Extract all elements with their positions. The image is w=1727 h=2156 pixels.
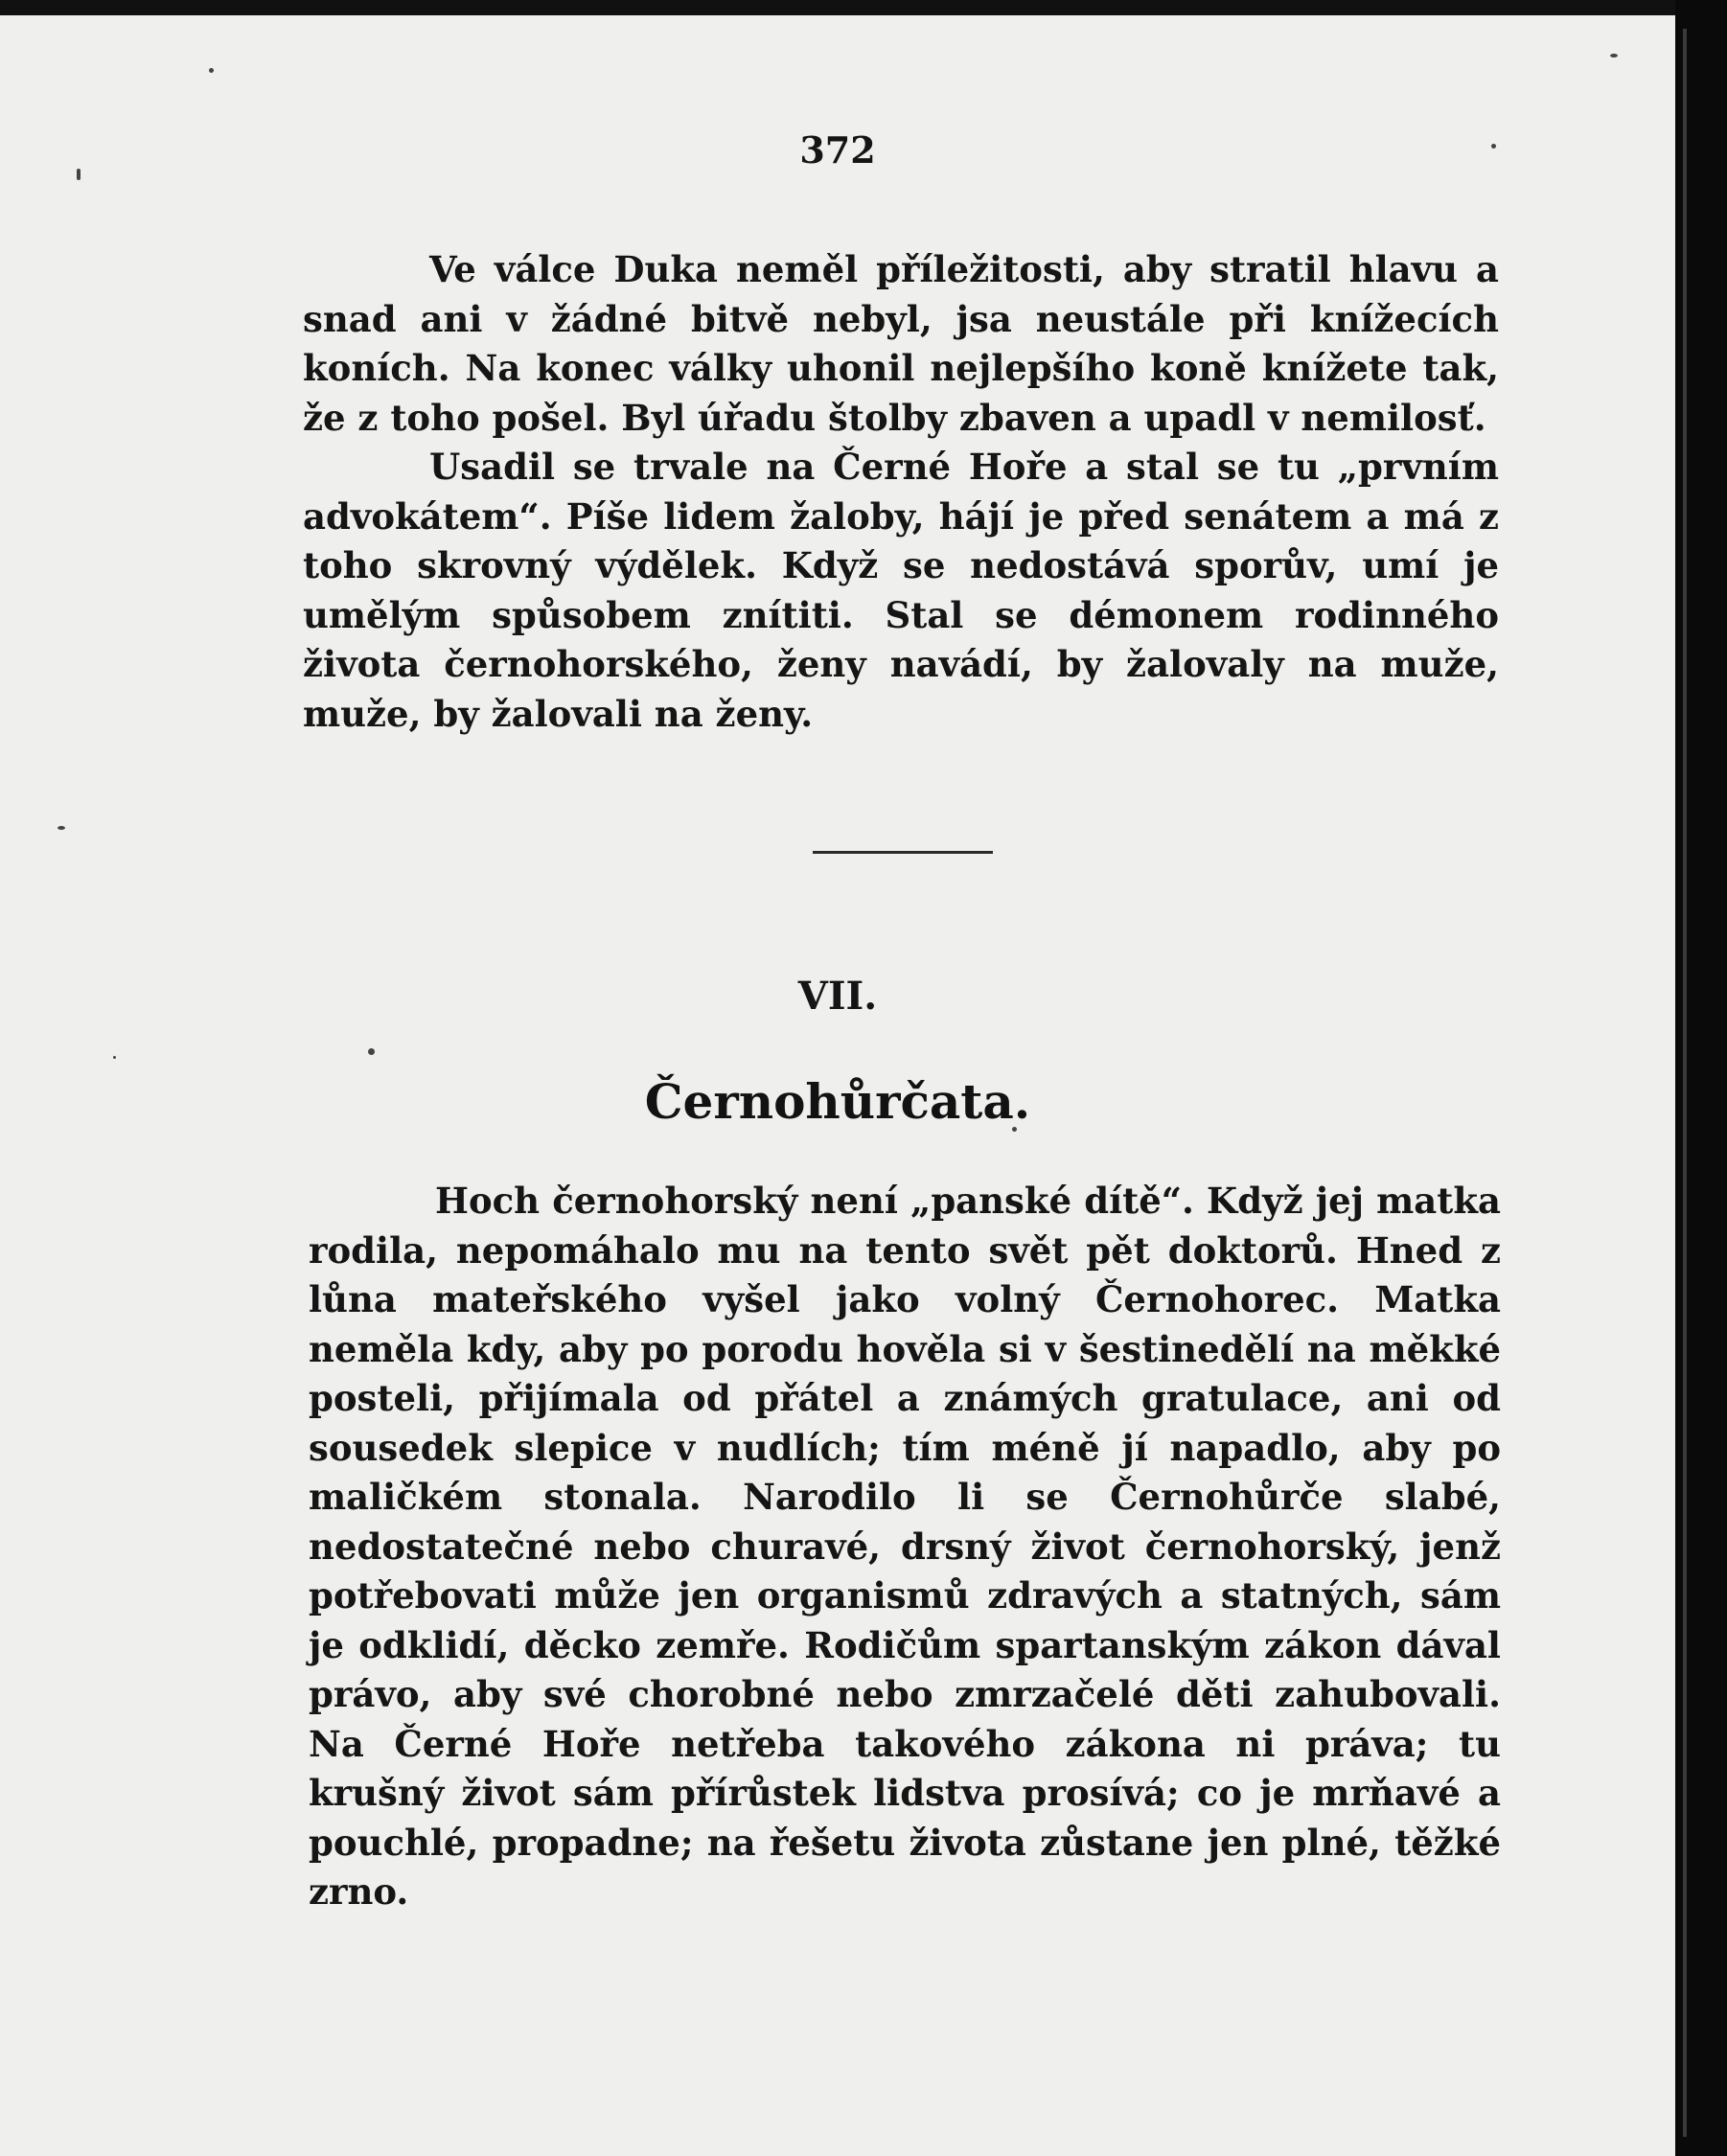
scan-speck: [368, 1048, 375, 1055]
scan-speck: [209, 68, 214, 73]
paragraph: Usadil se trvale na Černé Hoře a stal se tu „prvním advokátem“. Píše lidem žaloby, hájí je před senátem a má z toho skrovný výdělek. Když se nedostává sporův, umí je umělým spůsobem znítiti. Stal se démonem rodinného života černohorského, ženy navádí, by žalovaly na muže, muže, by žalovali na ženy.: [303, 446, 1499, 735]
scan-speck: [113, 1056, 116, 1059]
book-page: [0, 15, 1675, 2156]
chapter-title: Černohůrčata.: [644, 1073, 1031, 1130]
scan-speck: [1610, 54, 1618, 57]
scan-gutter-edge: [1683, 29, 1687, 2137]
paragraph: Ve válce Duka neměl příležitosti, aby stratil hlavu a snad ani v žádné bitvě nebyl, jsa neustále při knížecích koních. Na konec války uhonil nejlepšího koně knížete tak, že z toho pošel. Byl úřadu štolby zbaven a upadl v nemilosť.: [303, 248, 1499, 439]
page-number: 372: [799, 128, 876, 172]
scan-top-edge: [0, 0, 1727, 15]
text-block-before-chapter: [303, 245, 1499, 739]
chapter-number: VII.: [797, 974, 878, 1019]
text-block-chapter-body: [309, 1177, 1501, 1917]
scan-speck: [58, 826, 65, 830]
section-divider: [813, 851, 993, 854]
paragraph: Hoch černohorský není „panské dítě“. Když jej matka rodila, nepomáhalo mu na tento svět pět doktorů. Hned z lůna mateřského vyšel jako volný Černohorec. Matka neměla kdy, aby po porodu hověla si v šestinedělí na měkké posteli, přijímala od přátel a známých gratulace, ani od sousedek slepice v nudlích; tím méně jí napadlo, aby po maličkém stonala. Narodilo li se Černohůrče slabé, nedostatečné nebo churavé, drsný život černohorský, jenž potřebovati může jen organismů zdravých a statných, sám je odklidí, děcko zemře. Rodičům spartanským zákon dával právo, aby své chorobné nebo zmrzačelé děti zahubovali. Na Černé Hoře netřeba takového zákona ni práva; tu krušný život sám přírůstek lidstva prosívá; co je mrňavé a pouchlé, propadne; na řešetu života zůstane jen plné, těžké zrno.: [309, 1180, 1501, 1913]
